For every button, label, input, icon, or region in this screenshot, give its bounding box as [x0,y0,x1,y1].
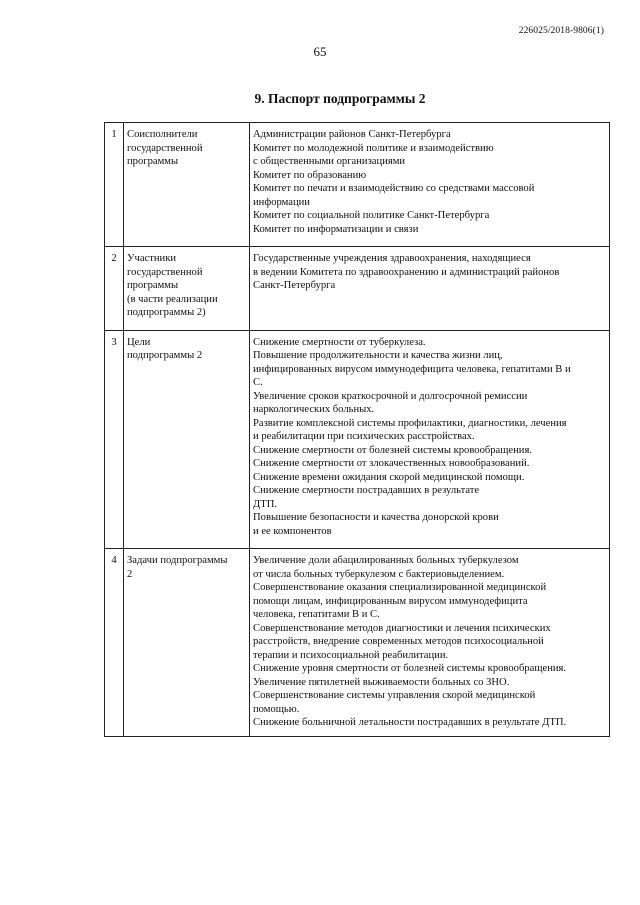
content-line: Государственные учреждения здравоохранения, находящиеся [253,253,531,264]
passport-row-goals [105,330,610,549]
row-number: 2 [105,247,124,331]
content-line: Администрации районов Санкт-Петербурга [253,129,451,140]
content-line: Увеличение сроков краткосрочной и долгосрочной ремиссии [253,390,528,402]
row-name [124,330,250,549]
passport-row-participants [105,247,610,331]
row-content [250,549,610,737]
name-line: государственной [127,142,203,154]
content-line: Увеличение доли абацилированных больных туберкулезом [253,555,519,566]
page-number: 65 [313,44,327,59]
content-line: Снижение смертности от злокачественных новообразований. [253,458,530,469]
subprogram-passport-table [104,122,610,737]
row-number: 3 [105,330,124,549]
document-id: 226025/2018-9806(1) [518,26,604,36]
name-line: (в части реализации [127,293,218,305]
row-name [124,247,250,331]
row-name [124,123,250,247]
content-line: Комитет по образованию [253,169,367,181]
name-line: Участники [127,253,177,264]
passport-row-tasks [105,549,610,737]
name-line: программы [127,280,179,291]
row-number: 4 [105,549,124,737]
content-line: инфицированных вирусом иммунодефицита человека, гепатитами В и [253,363,571,375]
content-line: с общественными организациями [253,156,406,167]
content-line: Комитет по социальной политике Санкт-Петербурга [253,210,490,221]
content-line: помощи лицам, инфицированным вирусом иммунодефицита [253,595,528,607]
content-line: терапии и психосоциальной реабилитации. [253,649,449,661]
name-line: Цели [127,336,151,348]
content-line: Комитет по печати и взаимодействию со средствами массовой [253,183,535,194]
name-line: 2 [127,568,133,580]
row-content [250,123,610,247]
row-name [124,549,250,737]
name-line: программы [127,156,179,167]
passport-table-body [105,123,610,737]
content-line: расстройств, внедрение современных методов психосоциальной [253,636,544,647]
content-line: Снижение времени ожидания скорой медицинской помощи. [253,471,525,483]
content-line: С. [253,377,263,388]
content-line: наркологических больных. [253,404,375,415]
content-line: информации [253,196,310,208]
passport-row-co-executors [105,123,610,247]
content-line: Увеличение пятилетней выживаемости больных со ЗНО. [253,676,510,688]
name-line: государственной [127,266,203,278]
content-line: и реабилитации при психических расстройствах. [253,431,475,442]
content-line: Снижение смертности от туберкулеза. [253,336,426,348]
content-line: Снижение смертности от болезней системы кровообращения. [253,444,532,456]
content-line: Снижение больничной летальности пострадавших в результате ДТП. [253,717,567,728]
content-line: Совершенствование методов диагностики и лечения психических [253,622,551,634]
name-line: подпрограммы 2) [127,307,206,318]
content-line: Снижение смертности пострадавших в результате [253,485,480,496]
content-line: Совершенствование системы управления скорой медицинской [253,690,536,701]
section-title: 9. Паспорт подпрограммы 2 [254,91,426,106]
name-line: Задачи подпрограммы [127,555,228,566]
content-line: Повышение продолжительности и качества жизни лиц, [253,350,503,361]
content-line: помощью. [253,703,300,715]
name-line: подпрограммы 2 [127,350,203,361]
content-line: Санкт-Петербурга [253,280,336,291]
content-line: Снижение уровня смертности от болезней системы кровообращения. [253,663,567,674]
content-line: Повышение безопасности и качества донорской крови [253,512,499,523]
row-number: 1 [105,123,124,247]
content-line: Совершенствование оказания специализированной медицинской [253,582,547,593]
name-line: Соисполнители [127,129,198,140]
row-content [250,247,610,331]
content-line: от числа больных туберкулезом с бактериовыделением. [253,568,505,580]
content-line: человека, гепатитами В и С. [253,609,380,620]
content-line: Развитие комплексной системы профилактики, диагностики, лечения [253,417,567,429]
row-content [250,330,610,549]
content-line: Комитет по молодежной политике и взаимодействию [253,142,494,154]
content-line: Комитет по информатизации и связи [253,223,419,235]
content-line: и ее компонентов [253,525,332,537]
content-line: ДТП. [253,498,277,510]
content-line: в ведении Комитета по здравоохранению и администраций районов [253,266,560,278]
